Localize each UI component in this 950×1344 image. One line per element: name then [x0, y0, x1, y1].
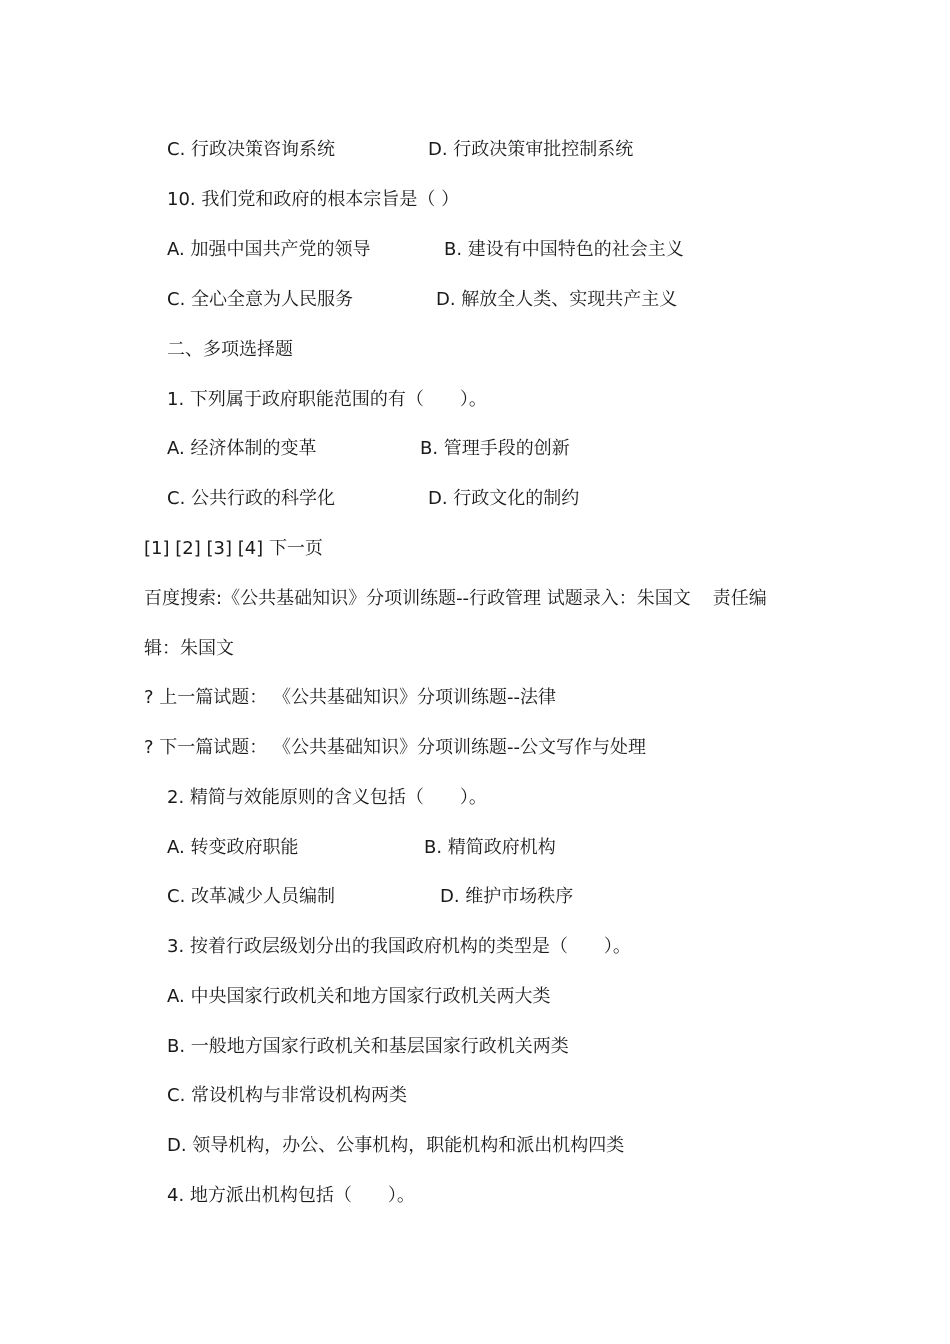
page-link-3[interactable]: [3] [206, 538, 232, 559]
meta-search-and-entry: 百度搜索:《公共基础知识》分项训练题--行政管理 试题录入：朱国文 [144, 588, 691, 609]
q10-option-c: C. 全心全意为人民服务 [167, 289, 354, 310]
mq4-stem: 4. 地方派出机构包括（ ）。 [167, 1185, 415, 1206]
mq1-option-c: C. 公共行政的科学化 [167, 488, 336, 509]
mq2-option-c: C. 改革减少人员编制 [167, 886, 336, 907]
meta-editor: 辑：朱国文 [144, 638, 234, 659]
mq3-option-c: C. 常设机构与非常设机构两类 [167, 1085, 408, 1106]
mq1-option-b: B. 管理手段的创新 [420, 438, 570, 459]
mq1-option-d: D. 行政文化的制约 [428, 488, 580, 509]
meta-editor-label: 责任编 [712, 588, 767, 609]
q9-option-c: C. 行政决策咨询系统 [167, 139, 336, 160]
page-link-2[interactable]: [2] [175, 538, 201, 559]
mq1-option-a: A. 经济体制的变革 [167, 438, 317, 459]
q10-option-a: A. 加强中国共产党的领导 [167, 239, 371, 260]
mq3-option-d: D. 领导机构，办公、公事机构，职能机构和派出机构四类 [167, 1135, 625, 1156]
mq1-stem: 1. 下列属于政府职能范围的有（ ）。 [167, 389, 487, 410]
mq2-stem: 2. 精简与效能原则的含义包括（ ）。 [167, 787, 487, 808]
page-link-4[interactable]: [4] [237, 538, 264, 559]
pagination [144, 537, 323, 561]
q10-stem: 10. 我们党和政府的根本宗旨是（ ） [167, 189, 460, 210]
q10-option-b: B. 建设有中国特色的社会主义 [444, 239, 684, 260]
article-meta [144, 587, 767, 611]
mq2-option-b: B. 精简政府机构 [424, 837, 556, 858]
mq3-option-b: B. 一般地方国家行政机关和基层国家行政机关两类 [167, 1036, 569, 1057]
mq2-option-d: D. 维护市场秩序 [440, 886, 574, 907]
next-article-link[interactable]: ? 下一篇试题： 《公共基础知识》分项训练题--公文写作与处理 [144, 737, 646, 758]
section-title: 二、多项选择题 [167, 339, 293, 360]
q9-option-d: D. 行政决策审批控制系统 [428, 139, 634, 160]
prev-article-link[interactable]: ? 上一篇试题： 《公共基础知识》分项训练题--法律 [144, 687, 556, 708]
page-link-1[interactable]: [1] [144, 538, 170, 559]
q10-option-d: D. 解放全人类、实现共产主义 [436, 289, 678, 310]
mq3-option-a: A. 中央国家行政机关和地方国家行政机关两大类 [167, 986, 551, 1007]
next-page-link[interactable]: 下一页 [268, 538, 323, 559]
mq3-stem: 3. 按着行政层级划分出的我国政府机构的类型是（ ）。 [167, 936, 631, 957]
mq2-option-a: A. 转变政府职能 [167, 837, 299, 858]
